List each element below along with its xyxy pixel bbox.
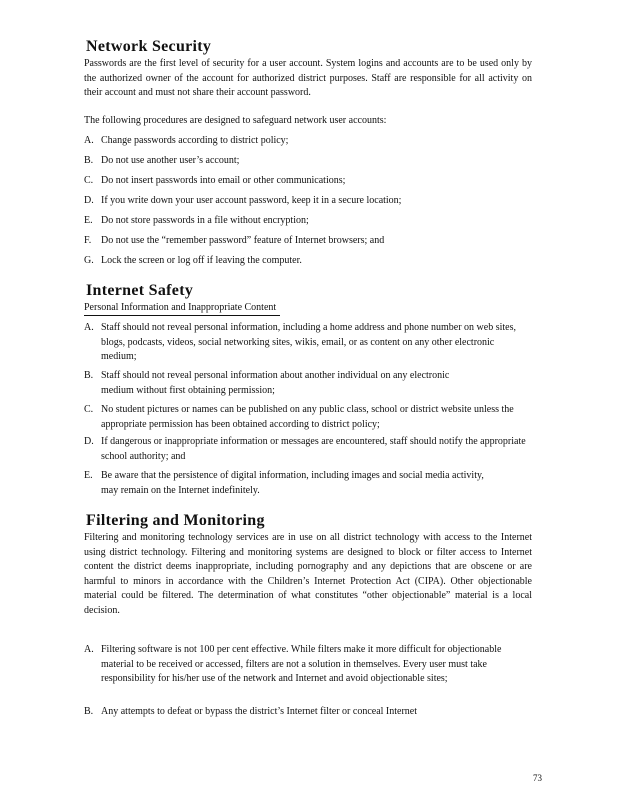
list-item-letter: F. <box>84 235 92 246</box>
list-item-letter: C. <box>84 175 94 186</box>
list-item-letter: G. <box>84 255 94 266</box>
procedures-intro: The following procedures are designed to safeguard network user accounts: <box>84 115 387 126</box>
list-item-letter: D. <box>84 436 94 447</box>
list-item-text: Do not use another user’s account; <box>101 155 240 166</box>
list-item-letter: C. <box>84 404 94 415</box>
list-item <box>84 643 532 687</box>
list-item-text: Staff should not reveal personal information, including a home address and phone number on web sites, blogs, podcasts, videos, social networking sites, wikis, email, or as content on any other electronic medium; <box>101 322 516 362</box>
list-item <box>84 469 532 498</box>
list-item-text: Change passwords according to district policy; <box>101 135 289 146</box>
list-item-text: Any attempts to defeat or bypass the district’s Internet filter or conceal Internet <box>101 706 418 717</box>
internet-safety-subheading: Personal Information and Inappropriate Content <box>84 301 280 316</box>
filtering-monitoring-intro: Filtering and monitoring technology services are in use on all district technology with access to the Internet using district technology. Filtering and monitoring systems are designed to block or filter access to Internet content the district deems inappropriate, including pornography and any depictions that are obscene or are harmful to minors in accordance with the Children’s Internet Protection Act (CIPA). Other objectionable material could be filtered. The determination of what constitutes “other objectionable” material is a local decision. <box>84 532 532 616</box>
list-item-text: If you write down your user account password, keep it in a secure location; <box>101 195 402 206</box>
list-item <box>84 214 532 229</box>
list-item <box>84 134 532 149</box>
internet-safety-heading: Internet Safety <box>86 282 194 299</box>
list-item-text: Staff should not reveal personal information about another individual on any electronic medium without first obtaining permission; <box>101 370 450 396</box>
list-item-letter: A. <box>84 135 94 146</box>
list-item <box>84 234 532 249</box>
list-item-letter: A. <box>84 322 94 333</box>
list-item-text: Do not insert passwords into email or other communications; <box>101 175 346 186</box>
list-item-text: Do not use the “remember password” feature of Internet browsers; and <box>101 235 385 246</box>
list-item-letter: E. <box>84 215 93 226</box>
list-item <box>84 321 532 365</box>
list-item <box>84 403 532 432</box>
filtering-monitoring-heading: Filtering and Monitoring <box>86 512 265 529</box>
page-number: 73 <box>533 773 542 783</box>
list-item <box>84 369 532 398</box>
list-item <box>84 154 532 169</box>
list-item-text: Lock the screen or log off if leaving the computer. <box>101 255 302 266</box>
network-security-heading: Network Security <box>86 38 212 55</box>
list-item-text: No student pictures or names can be published on any public class, school or district website unless the appropriate permission has been obtained according to district policy; <box>101 404 514 430</box>
list-item-letter: B. <box>84 706 94 717</box>
list-item-text: Filtering software is not 100 per cent effective. While filters make it more difficult for objectionable material to be received or accessed, filters are not a solution in themselves. Every user must take responsibility for his/her use of the network and Internet and avoid objectionable sites; <box>101 644 502 684</box>
list-item <box>84 435 532 464</box>
list-item-text: Do not store passwords in a file without encryption; <box>101 215 309 226</box>
list-item <box>84 254 532 269</box>
list-item-letter: B. <box>84 155 94 166</box>
network-security-intro: Passwords are the first level of security for a user account. System logins and accounts are to be used only by the authorized owner of the account for authorized district purposes. Staff are responsible for all activity on their account and must not share their account password. <box>84 58 532 98</box>
list-item-letter: B. <box>84 370 94 381</box>
list-item <box>84 705 532 720</box>
list-item-text: Be aware that the persistence of digital information, including images and social media activity, may remain on the Internet indefinitely. <box>101 470 484 496</box>
list-item <box>84 174 532 189</box>
list-item-letter: A. <box>84 644 94 655</box>
list-item-letter: E. <box>84 470 93 481</box>
list-item-letter: D. <box>84 195 94 206</box>
list-item <box>84 194 532 209</box>
list-item-text: If dangerous or inappropriate information or messages are encountered, staff should notify the appropriate school authority; and <box>101 436 526 462</box>
